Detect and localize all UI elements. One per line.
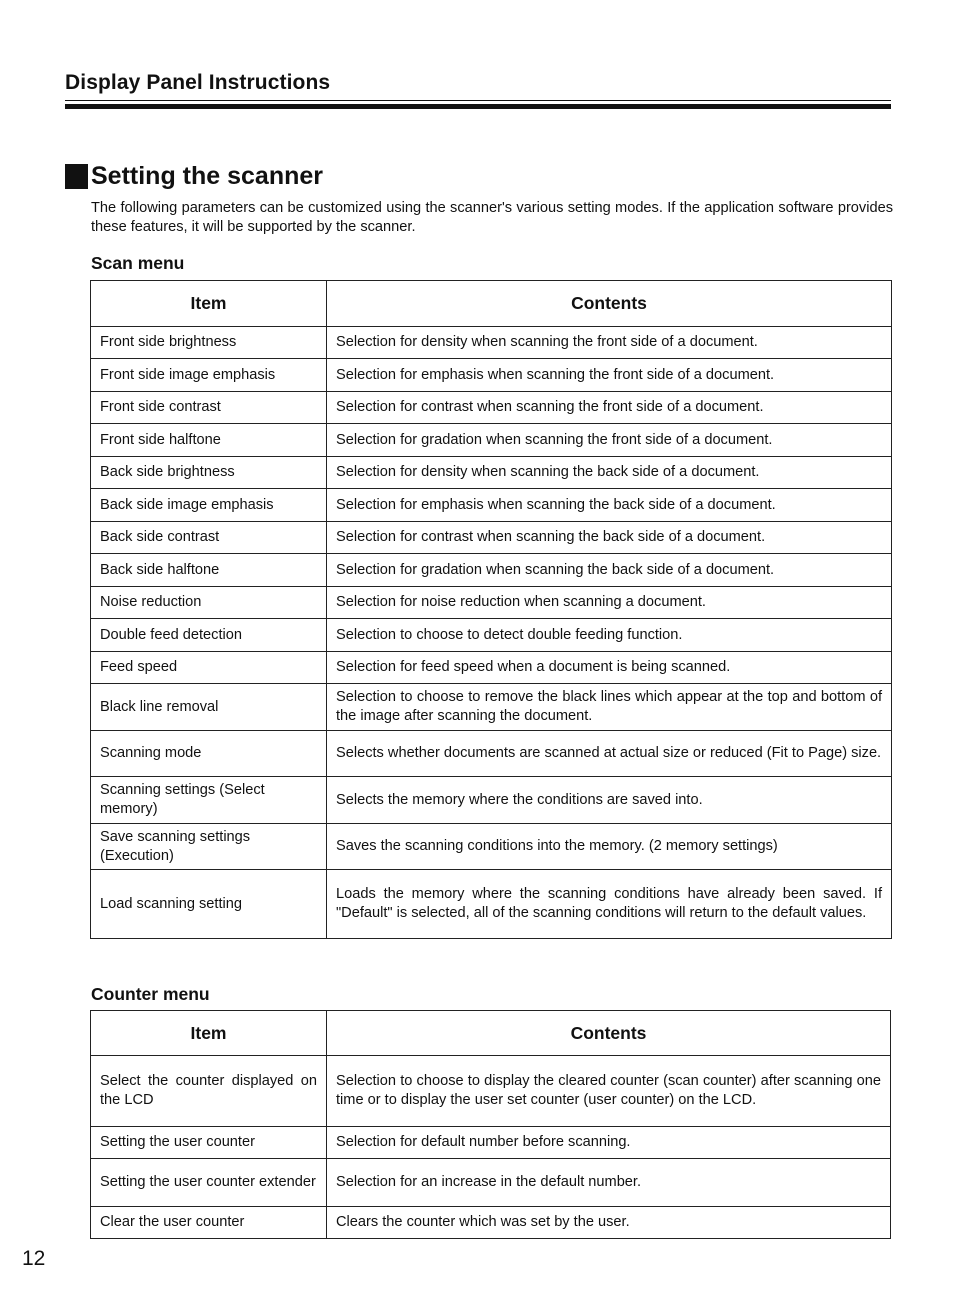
row-item: Save scanning settings (Execution) bbox=[91, 824, 327, 870]
row-item: Front side contrast bbox=[91, 392, 327, 424]
table-row bbox=[91, 1159, 891, 1207]
square-bullet-icon bbox=[65, 164, 88, 189]
row-contents: Selection for density when scanning the front side of a document. bbox=[327, 327, 892, 359]
table-row bbox=[91, 777, 892, 824]
header-rule-thin bbox=[65, 100, 891, 101]
scan-menu-rows bbox=[91, 327, 892, 939]
row-contents: Selection for default number before scanning. bbox=[327, 1127, 891, 1159]
row-item: Front side halftone bbox=[91, 424, 327, 457]
row-contents: Selection for contrast when scanning the back side of a document. bbox=[327, 522, 892, 554]
row-contents: Clears the counter which was set by the user. bbox=[327, 1207, 891, 1239]
row-item: Load scanning setting bbox=[91, 870, 327, 939]
table-row bbox=[91, 522, 892, 554]
row-item: Setting the user counter bbox=[91, 1127, 327, 1159]
row-item: Setting the user counter extender bbox=[91, 1159, 327, 1207]
row-item: Scanning settings (Select memory) bbox=[91, 777, 327, 824]
counter-menu-heading: Counter menu bbox=[91, 984, 210, 1004]
table-row bbox=[91, 587, 892, 619]
table-row bbox=[91, 359, 892, 392]
row-contents: Selection to choose to remove the black lines which appear at the top and bottom of the image after scanning the document. bbox=[327, 684, 892, 731]
table-row bbox=[91, 1127, 891, 1159]
section-title-text: Setting the scanner bbox=[91, 161, 323, 190]
row-contents: Selects the memory where the conditions are saved into. bbox=[327, 777, 892, 824]
header-rule-thick bbox=[65, 104, 891, 109]
row-contents: Loads the memory where the scanning conditions have already been saved. If "Default" is selected, all of the scanning conditions will return to the default values. bbox=[327, 870, 892, 939]
row-item: Scanning mode bbox=[91, 731, 327, 777]
table-row bbox=[91, 424, 892, 457]
row-item: Back side brightness bbox=[91, 457, 327, 489]
table-row bbox=[91, 870, 892, 939]
row-item: Front side brightness bbox=[91, 327, 327, 359]
row-item: Black line removal bbox=[91, 684, 327, 731]
scan-menu-heading: Scan menu bbox=[91, 253, 185, 273]
table-row bbox=[91, 327, 892, 359]
intro-paragraph: The following parameters can be customized using the scanner's various setting modes. If the application software provides these features, it will be supported by the scanner. bbox=[91, 200, 893, 235]
section-title bbox=[65, 160, 323, 192]
row-contents: Selection for gradation when scanning the front side of a document. bbox=[327, 424, 892, 457]
page-number: 12 bbox=[22, 1247, 46, 1270]
row-contents: Selection to choose to detect double feeding function. bbox=[327, 619, 892, 652]
row-item: Back side contrast bbox=[91, 522, 327, 554]
row-contents: Selection for emphasis when scanning the back side of a document. bbox=[327, 489, 892, 522]
column-header-item: Item bbox=[91, 1011, 327, 1056]
row-contents: Selection for noise reduction when scanning a document. bbox=[327, 587, 892, 619]
row-contents: Saves the scanning conditions into the memory. (2 memory settings) bbox=[327, 824, 892, 870]
scan-menu-table bbox=[90, 280, 892, 939]
column-header-item: Item bbox=[91, 281, 327, 327]
row-contents: Selection for contrast when scanning the front side of a document. bbox=[327, 392, 892, 424]
table-row bbox=[91, 824, 892, 870]
row-item: Clear the user counter bbox=[91, 1207, 327, 1239]
row-item: Select the counter displayed on the LCD bbox=[91, 1056, 327, 1127]
row-item: Front side image emphasis bbox=[91, 359, 327, 392]
row-contents: Selection for density when scanning the back side of a document. bbox=[327, 457, 892, 489]
row-item: Feed speed bbox=[91, 652, 327, 684]
table-row bbox=[91, 619, 892, 652]
counter-menu-table bbox=[90, 1010, 891, 1239]
row-item: Noise reduction bbox=[91, 587, 327, 619]
row-contents: Selects whether documents are scanned at actual size or reduced (Fit to Page) size. bbox=[327, 731, 892, 777]
table-row bbox=[91, 684, 892, 731]
row-contents: Selection for feed speed when a document is being scanned. bbox=[327, 652, 892, 684]
table-row bbox=[91, 652, 892, 684]
row-contents: Selection for emphasis when scanning the front side of a document. bbox=[327, 359, 892, 392]
table-row bbox=[91, 457, 892, 489]
table-row bbox=[91, 731, 892, 777]
table-row bbox=[91, 554, 892, 587]
row-item: Double feed detection bbox=[91, 619, 327, 652]
table-row bbox=[91, 1207, 891, 1239]
column-header-contents: Contents bbox=[327, 1011, 891, 1056]
table-row bbox=[91, 1056, 891, 1127]
row-contents: Selection for gradation when scanning the back side of a document. bbox=[327, 554, 892, 587]
row-contents: Selection to choose to display the cleared counter (scan counter) after scanning one time or to display the user set counter (user counter) on the LCD. bbox=[327, 1056, 891, 1127]
page-header-title: Display Panel Instructions bbox=[65, 71, 331, 94]
row-item: Back side image emphasis bbox=[91, 489, 327, 522]
counter-menu-rows bbox=[91, 1056, 891, 1239]
column-header-contents: Contents bbox=[327, 281, 892, 327]
table-row bbox=[91, 392, 892, 424]
row-item: Back side halftone bbox=[91, 554, 327, 587]
row-contents: Selection for an increase in the default number. bbox=[327, 1159, 891, 1207]
table-row bbox=[91, 489, 892, 522]
